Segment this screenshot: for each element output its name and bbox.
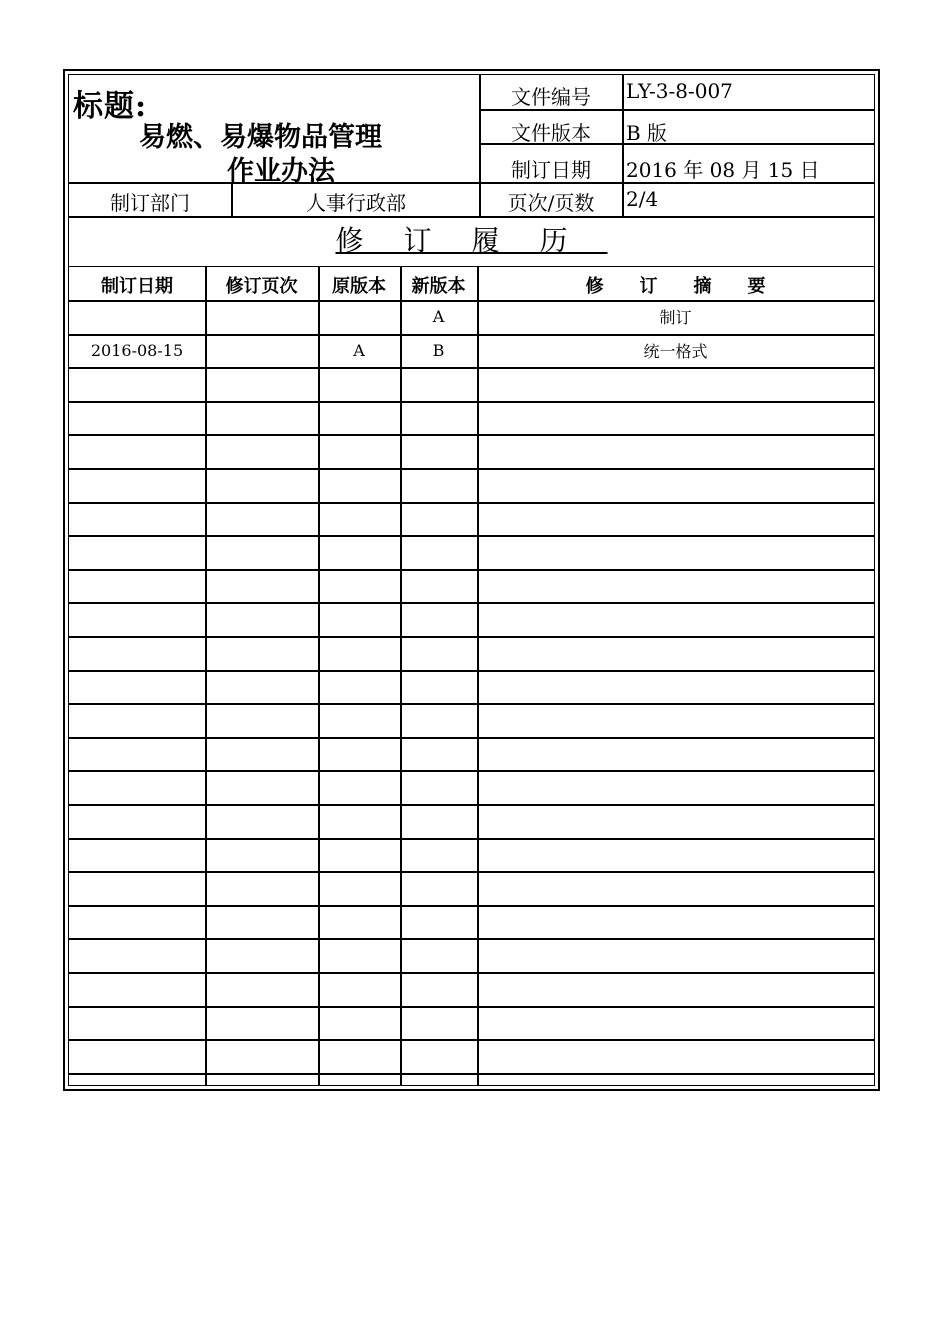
table-cell: 统一格式 <box>643 341 708 361</box>
title-label: 标题: <box>73 89 148 124</box>
table-row-line <box>69 737 874 739</box>
table-cell: A <box>353 340 365 360</box>
column-header: 原版本 <box>332 276 386 297</box>
table-row-line <box>69 703 874 705</box>
table-row-line <box>69 1039 874 1041</box>
column-header: 修 订 摘 要 <box>585 276 766 297</box>
table-cell <box>69 300 205 334</box>
date-label: 制订日期 <box>511 158 591 182</box>
table-row-line <box>69 1006 874 1008</box>
column-header: 修订页次 <box>225 276 298 297</box>
table-cell <box>318 300 400 334</box>
version-label: 文件版本 <box>511 121 591 145</box>
table-column-line <box>318 266 320 1085</box>
page-value: 2/4 <box>626 187 659 211</box>
table-row-line <box>69 535 874 537</box>
table-column-line <box>205 266 207 1085</box>
doc-no-label: 文件编号 <box>511 85 591 109</box>
table-row-line <box>69 1073 874 1075</box>
table-row-line <box>69 502 874 504</box>
table-row-line <box>69 434 874 436</box>
document-title-line1: 易燃、易爆物品管理 <box>139 122 382 153</box>
dept-label: 制订部门 <box>110 191 190 215</box>
table-row-line <box>69 905 874 907</box>
doc-no-value: LY-3-8-007 <box>626 79 733 103</box>
document-sheet <box>63 69 880 1091</box>
table-row-line <box>69 838 874 840</box>
table-row-line <box>69 602 874 604</box>
header-divider-value <box>622 75 624 216</box>
date-value: 2016 年 08 月 15 日 <box>626 158 820 182</box>
table-row-line <box>69 804 874 806</box>
table-cell: A <box>432 307 445 327</box>
header-line <box>69 216 874 218</box>
table-row-line <box>69 569 874 571</box>
table-row-line <box>69 938 874 940</box>
dept-value: 人事行政部 <box>306 191 406 215</box>
table-row-line <box>69 367 874 369</box>
table-row-line <box>69 670 874 672</box>
document-inner-frame <box>68 74 875 1086</box>
revision-history-title: 修订履历 <box>335 224 608 257</box>
table-cell <box>205 300 318 334</box>
table-column-line <box>477 266 479 1085</box>
column-header: 新版本 <box>411 276 466 297</box>
table-cell: 制订 <box>659 308 692 328</box>
table-cell <box>205 334 318 368</box>
table-cell: B <box>432 340 445 360</box>
table-row-line <box>69 401 874 403</box>
column-header: 制订日期 <box>101 276 173 297</box>
table-row-line <box>69 972 874 974</box>
document-title-line2: 作业办法 <box>227 156 335 187</box>
table-cell: 2016-08-15 <box>90 340 184 360</box>
table-row-line <box>69 770 874 772</box>
table-row-line <box>69 871 874 873</box>
version-value: B 版 <box>626 121 668 145</box>
table-row-line <box>69 636 874 638</box>
page-label: 页次/页数 <box>507 191 595 215</box>
table-row-line <box>69 468 874 470</box>
table-line <box>69 266 874 267</box>
table-column-line <box>400 266 402 1085</box>
